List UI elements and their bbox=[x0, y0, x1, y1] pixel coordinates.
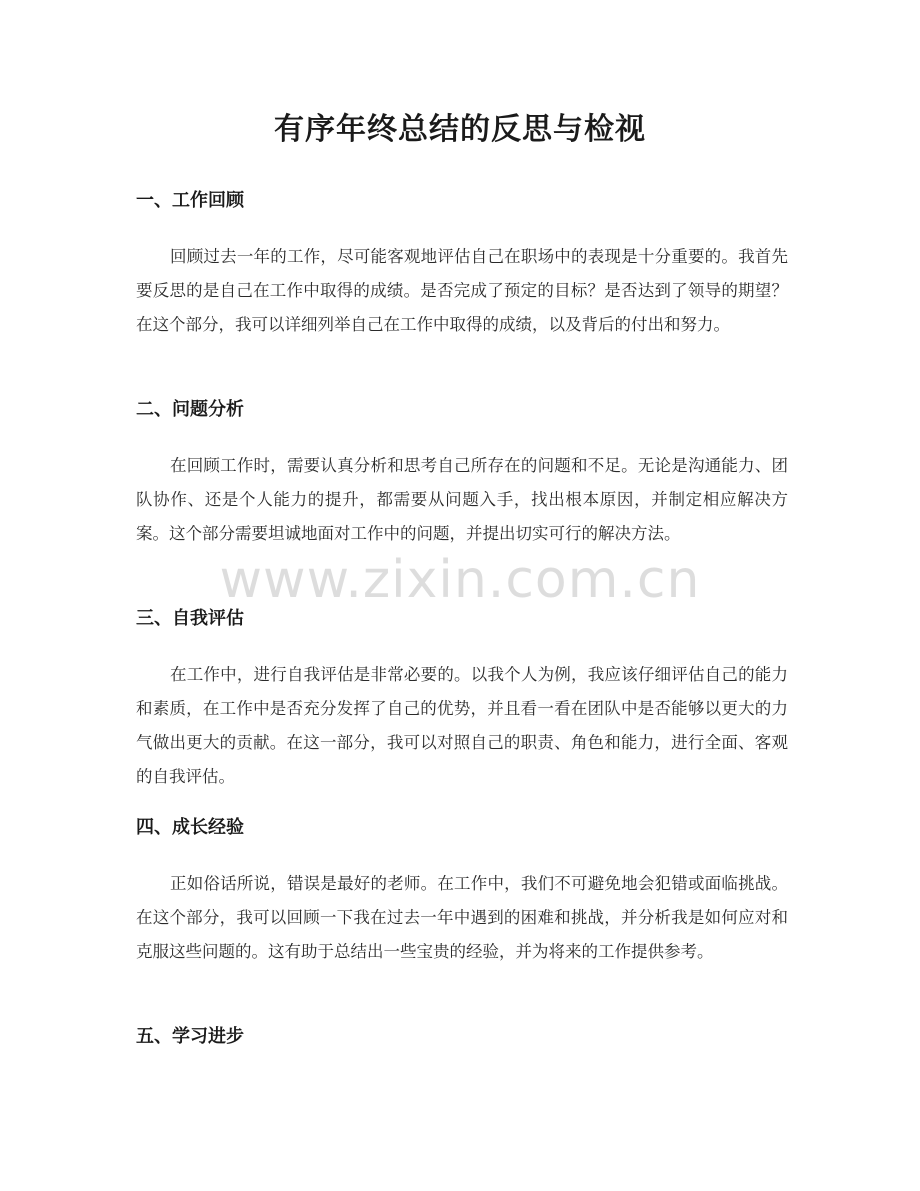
section-paragraph: 正如俗话所说，错误是最好的老师。在工作中，我们不可避免地会犯错或面临挑战。在这个部分，我可以回顾一下我在过去一年中遇到的困难和挑战，并分析我是如何应对和克服这些问题的。这有助于总结出一些宝贵的经验，并为将来的工作提供参考。 bbox=[136, 874, 788, 961]
section-heading: 五、学习进步 bbox=[136, 1026, 244, 1047]
section-heading: 二、问题分析 bbox=[136, 399, 244, 420]
document-title: 有序年终总结的反思与检视 bbox=[274, 112, 646, 147]
watermark: www.zixin.com.cn bbox=[219, 550, 701, 610]
section-paragraph: 回顾过去一年的工作，尽可能客观地评估自己在职场中的表现是十分重要的。我首先要反思的是自己在工作中取得的成绩。是否完成了预定的目标？是否达到了领导的期望？在这个部分，我可以详细列举自己在工作中取得的成绩，以及背后的付出和努力。 bbox=[136, 247, 788, 334]
section-heading: 三、自我评估 bbox=[136, 608, 244, 629]
section-paragraph: 在回顾工作时，需要认真分析和思考自己所存在的问题和不足。无论是沟通能力、团队协作、还是个人能力的提升，都需要从问题入手，找出根本原因，并制定相应解决方案。这个部分需要坦诚地面对工作中的问题，并提出切实可行的解决方法。 bbox=[136, 456, 788, 543]
section-work-review bbox=[136, 188, 788, 342]
section-self-assessment bbox=[136, 606, 788, 794]
section-heading: 一、工作回顾 bbox=[136, 190, 244, 211]
section-growth-experience bbox=[136, 815, 788, 969]
section-paragraph: 在工作中，进行自我评估是非常必要的。以我个人为例，我应该仔细评估自己的能力和素质，在工作中是否充分发挥了自己的优势，并且看一看在团队中是否能够以更大的力气做出更大的贡献。在这一部分，我可以对照自己的职责、角色和能力，进行全面、客观的自我评估。 bbox=[136, 665, 788, 786]
section-problem-analysis bbox=[136, 397, 788, 551]
section-learning-progress bbox=[136, 1024, 788, 1050]
section-heading: 四、成长经验 bbox=[136, 817, 244, 838]
